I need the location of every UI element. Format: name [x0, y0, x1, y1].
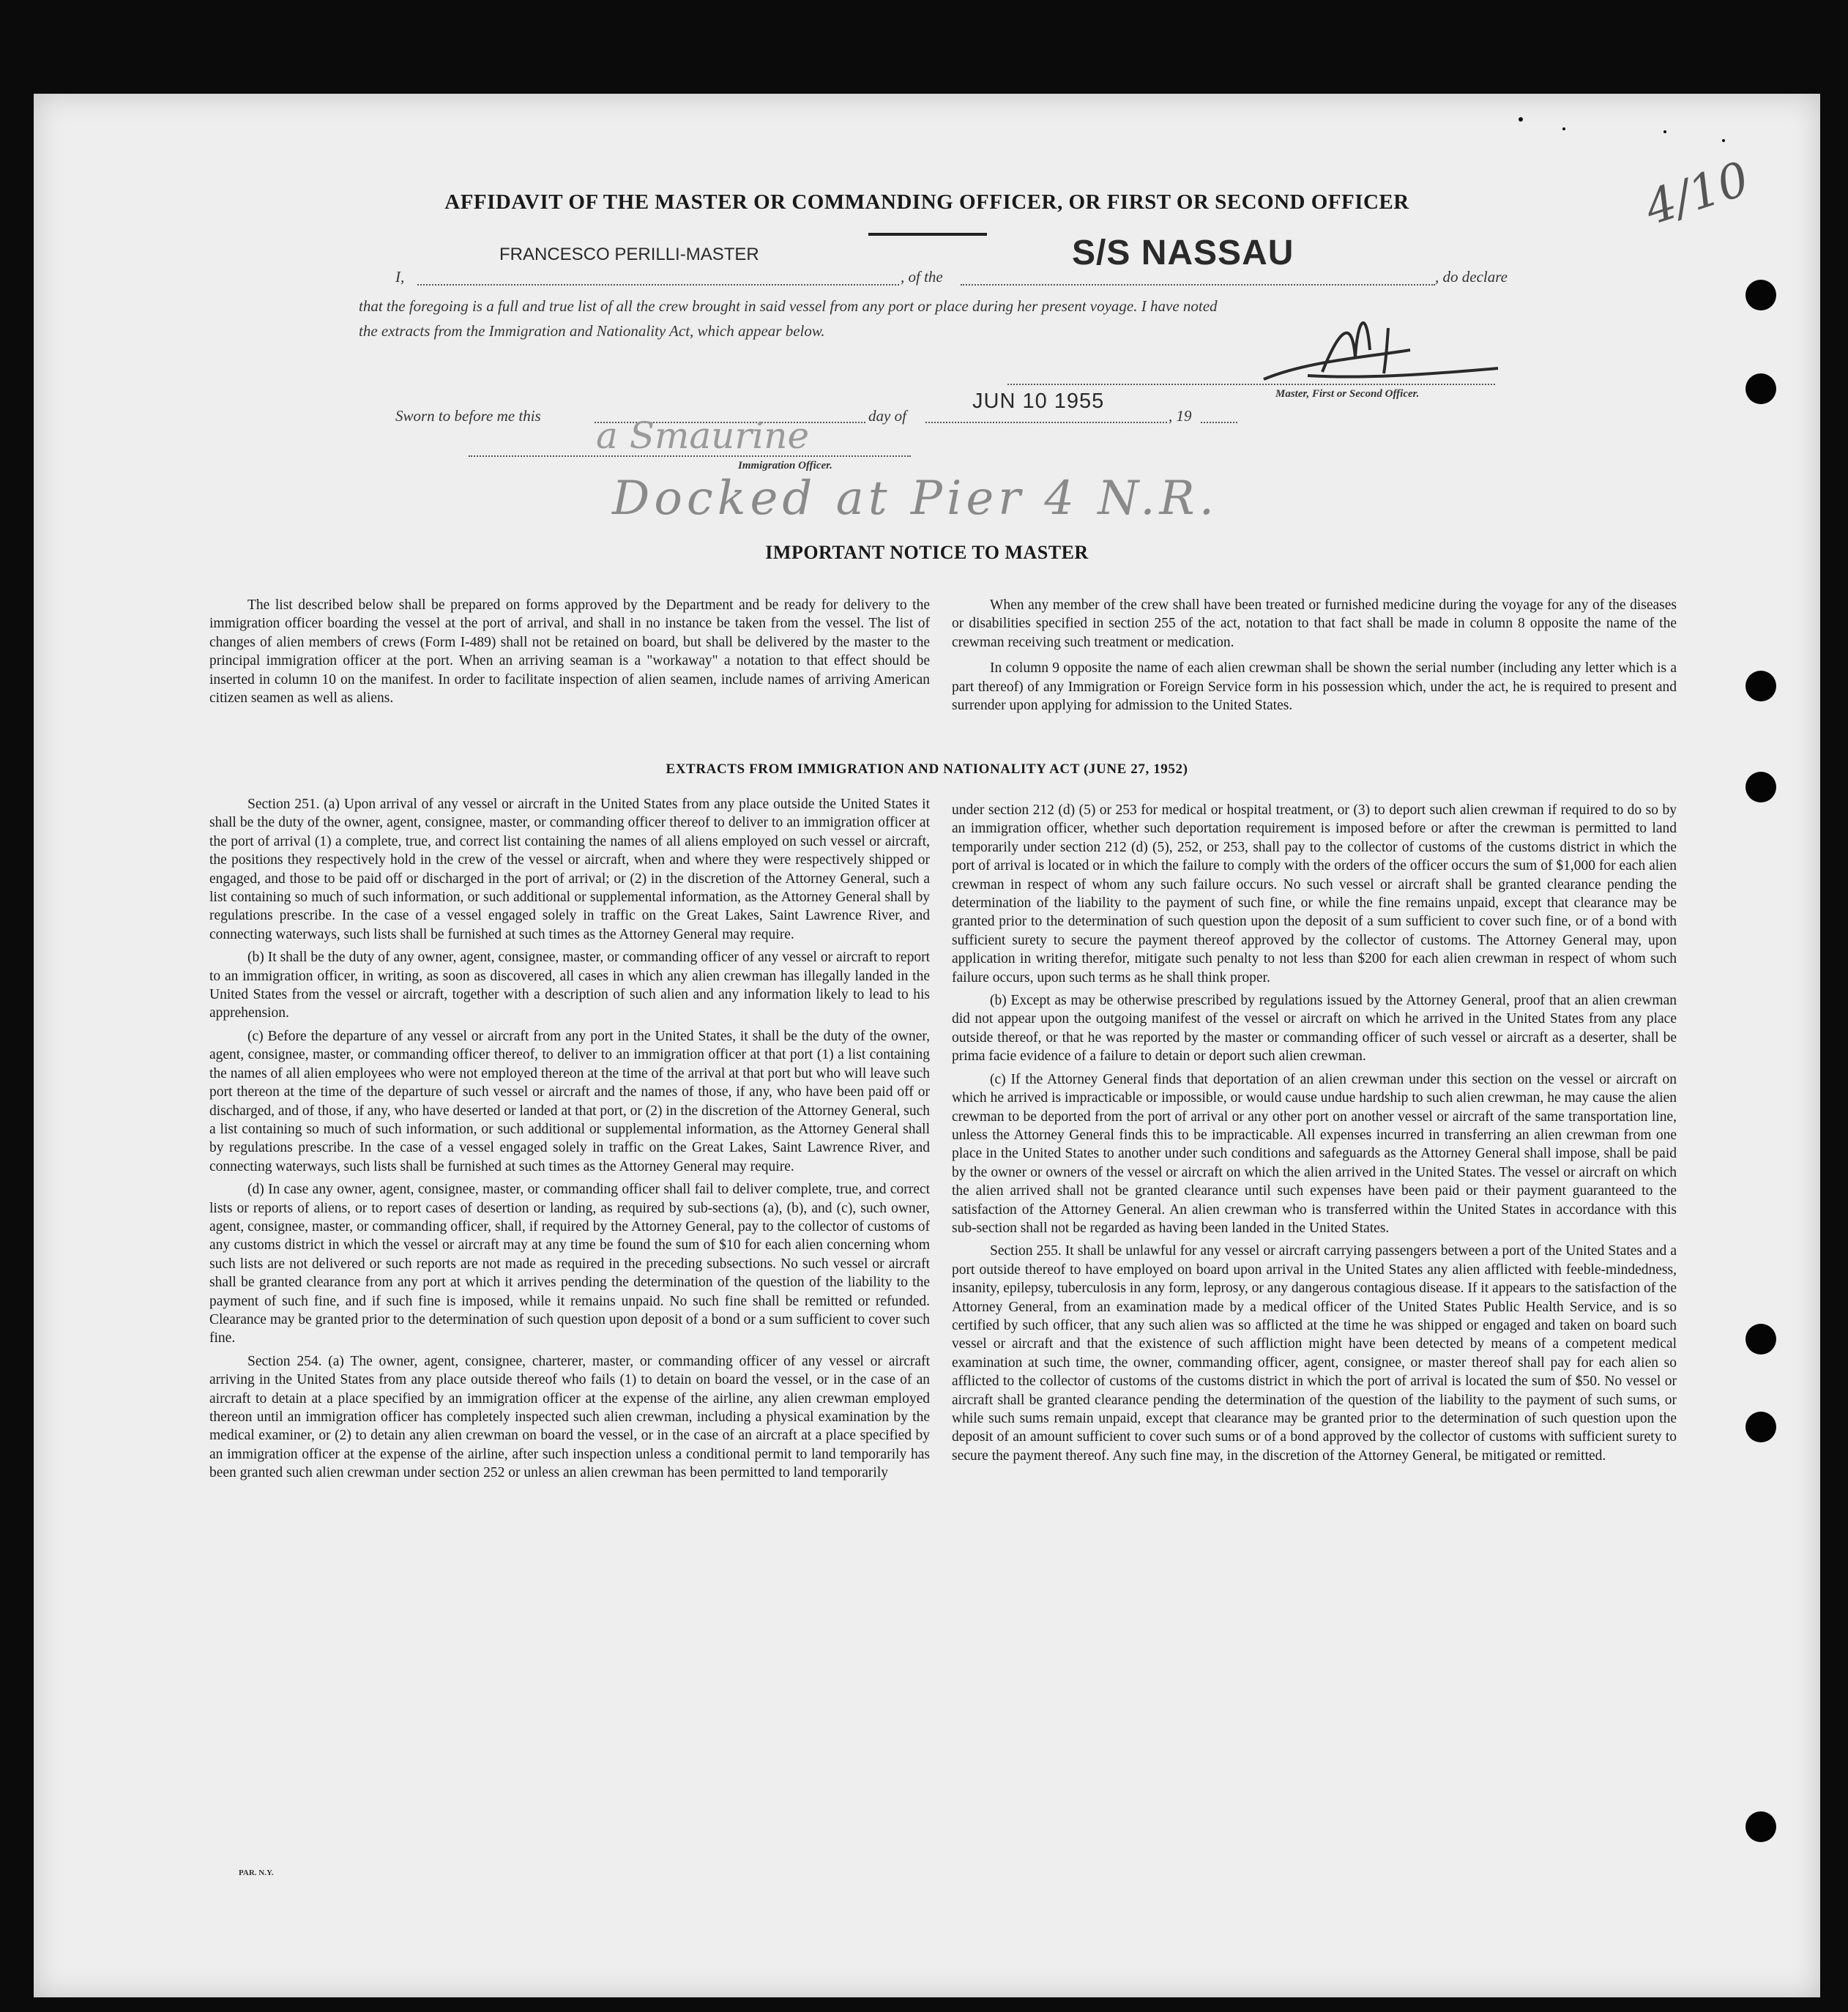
- binder-hole: [1745, 373, 1776, 404]
- notice-heading: IMPORTANT NOTICE TO MASTER: [765, 542, 1089, 563]
- officer-label: Immigration Officer.: [738, 460, 832, 472]
- ink-speck: [1562, 127, 1565, 130]
- officer-signature: a Smaurine: [596, 414, 810, 457]
- name-line: [417, 284, 899, 286]
- section-254-a-continued: under section 212 (d) (5) or 253 for medical or hospital treatment, or (3) to deport such alien crewman if required to do so by an immigration officer, whether such deportation requirement is imposed before or after the crewman is permitted to land temporarily under section 212 (d) (5), 252, or 253, shall pay to the collector of customs of the customs district in which the port of arrival is located or in which the failure to comply with the orders of the officer occurs the sum of $1,000 for each alien crewman in respect of whom any such failure occurs. No such vessel or aircraft shall be granted clearance pending the determination of the liability to the payment of such fine, or while the fine remains unpaid, except that clearance may be granted prior to the determination of such question upon the deposit of a sum sufficient to cover such fine, or of a bond with sufficient surety to secure the payment thereof approved by the collector of customs. The Attorney General may, upon application in writing therefor, mitigate such penalty to not less than $200 for each alien crewman in respect of whom such failure occurs, upon such terms as he shall think proper.: [952, 802, 1677, 985]
- binder-hole: [1745, 1811, 1776, 1842]
- binder-hole: [1745, 1412, 1776, 1442]
- extracts-left-column: [209, 795, 930, 1487]
- title-rule: [868, 233, 987, 236]
- date-stamp: JUN 10 1955: [972, 390, 1105, 413]
- master-name: FRANCESCO PERILLI-MASTER: [499, 245, 759, 264]
- section-251-b: (b) It shall be the duty of any owner, agent, consignee, master, or commanding officer of any vessel or aircraft to report to an immigration officer, in writing, as soon as discovered, all cases in which any alien crewman has illegally landed in the United States from the vessel or aircraft, together with a description of such alien and any information likely to lead to his apprehension.: [209, 950, 930, 1021]
- extracts-right-column: [952, 801, 1677, 1469]
- officer-signature-line: [469, 455, 911, 457]
- do-declare-label: , do declare: [1435, 268, 1508, 286]
- section-254-a: Section 254. (a) The owner, agent, consignee, charterer, master, or commanding officer of any vessel or aircraft arriving in the United States from any place outside thereof who fails (1) to detain on board the vessel, or in the case of an aircraft to detain at a place specified by an immigration officer at the expense of the airline, any alien crewman employed thereon until an immigration officer has completely inspected such alien crewman, including a physical examination by the medical examiner, or (2) to detain any alien crewman on board the vessel, or in the case of an aircraft at a place specified by an immigration officer at the expense of the airline, after such inspection unless a conditional permit to land temporarily has been granted such alien crewman under section 252 or unless an alien crewman has been permitted to land temporarily: [209, 1353, 930, 1481]
- section-251-d: (d) In case any owner, agent, consignee, master, or commanding officer shall fail to deliver complete, true, and correct lists or reports of aliens, or to report cases of desertion or landing, as required by sub-sections (a), (b), and (c), such owner, agent, consignee, master, or commanding officer, shall, if required by the Attorney General, pay to the collector of customs of any customs district in which the vessel or aircraft may at any time be found the sum of $10 for each alien concerning whom such lists are not delivered or such reports are not made as required in the preceding subsections. No such vessel or aircraft shall be granted clearance from any port at which it arrives pending the determination of the question of the liability to the payment of such fine, and if such fine is imposed, while it remains unpaid. No such fine shall be remitted or refunded. Clearance may be granted prior to the determination of such question upon deposit of a bond or a sum sufficient to cover such fine.: [209, 1182, 930, 1346]
- section-254-b: (b) Except as may be otherwise prescribed by regulations issued by the Attorney General, proof that an alien crewman did not appear upon the outgoing manifest of the vessel or aircraft on which he arrived in the United States from any place outside thereof, or that he was reported by the master or commanding officer of such vessel or aircraft as a deserter, shall be prima facie evidence of a failure to detain or deport such alien crewman.: [952, 993, 1677, 1065]
- ink-speck: [1519, 117, 1523, 122]
- ink-speck: [1722, 139, 1725, 142]
- vessel-name: S/S NASSAU: [1072, 234, 1294, 272]
- year-line: [1201, 422, 1237, 423]
- corner-note: 4/10: [1639, 152, 1756, 236]
- handwritten-note: Docked at Pier 4 N.R.: [612, 472, 1219, 526]
- year-prefix: , 19: [1169, 407, 1192, 425]
- print-code: PAR. N.Y.: [239, 1868, 274, 1877]
- declaration-line-3: the extracts from the Immigration and Nationality Act, which appear below.: [359, 322, 825, 340]
- notice-right-paragraph-1: When any member of the crew shall have been treated or furnished medicine during the voyage for any of the diseases or disabilities specified in section 255 of the act, notation to that fact shall be made in column 8 opposite the name of the crewman receiving such treatment or medication.: [952, 597, 1677, 650]
- day-of-label: day of: [868, 407, 906, 425]
- section-251-a: Section 251. (a) Upon arrival of any vessel or aircraft in the United States from any place outside the United States it shall be the duty of the owner, agent, consignee, master, or commanding officer thereof to deliver to an immigration officer at the port of arrival (1) a complete, true, and correct list containing the names of all aliens employed on such vessel or aircraft, the positions they respectively hold in the crew of the vessel or aircraft, when and where they were respectively shipped or engaged, and those to be paid off or discharged in the port of arrival; or (2) in the discretion of the Attorney General, such a list containing so much of such information, or such additional or supplemental information, as the Attorney General shall by regulations prescribe. In the case of a vessel engaged solely in traffic on the Great Lakes, Saint Lawrence River, and connecting waterways, such lists shall be furnished at such times as the Attorney General may require.: [209, 797, 930, 942]
- extracts-heading: EXTRACTS FROM IMMIGRATION AND NATIONALITY ACT (JUNE 27, 1952): [666, 761, 1188, 777]
- notice-left-text: The list described below shall be prepared on forms approved by the Department and be ready for delivery to the immigration officer boarding the vessel at the port of arrival, and shall in no instance be taken from the vessel. The list of changes of alien members of crews (Form I-489) shall not be retained on board, but shall be delivered by the master to the principal immigration officer at the port. When an arriving seaman is a "workaway" a notation to that effect should be inserted in column 10 on the manifest. In order to facilitate inspection of alien seamen, include names of arriving American citizen seamen as well as aliens.: [209, 597, 930, 707]
- notice-left-column: [209, 596, 930, 715]
- vessel-line: [961, 284, 1435, 286]
- affidavit-title: AFFIDAVIT OF THE MASTER OR COMMANDING OFFICER, OR FIRST OR SECOND OFFICER: [444, 190, 1409, 214]
- binder-hole: [1745, 671, 1776, 701]
- binder-hole: [1745, 280, 1776, 310]
- master-signature: [1220, 306, 1527, 387]
- notice-right-column: [952, 596, 1677, 722]
- notice-right-paragraph-2: In column 9 opposite the name of each alien crewman shall be shown the serial number (including any letter which is a part thereof) of any Immigration or Foreign Service form in his possession which, under the act, he is required to present and surrender upon applying for admission to the United States.: [952, 660, 1677, 714]
- binder-hole: [1745, 1324, 1776, 1355]
- sworn-prefix: Sworn to before me this: [395, 407, 541, 425]
- sworn-month-line: [925, 422, 1167, 423]
- declaration-line-2: that the foregoing is a full and true list of all the crew brought in said vessel from any port or place during her present voyage. I have noted: [359, 297, 1218, 315]
- ink-speck: [1663, 130, 1666, 133]
- section-251-c: (c) Before the departure of any vessel or aircraft from any port in the United States, it shall be the duty of the owner, agent, consignee, master, or commanding officer thereof, to deliver to an immigration officer at that port (1) a list containing the names of all alien employees who were not employed thereon at the time of the arrival at that port but who will leave such port thereon at the time of the departure of such vessel or aircraft and the names of those, if any, who have been paid off or discharged, and of those, if any, who have deserted or landed at that port, or (2) in the discretion of the Attorney General, such a list containing so much of such information, or such additional or supplemental information, as the Attorney General shall by regulations prescribe. In the case of a vessel engaged solely in traffic on the Great Lakes, Saint Lawrence River, and connecting waterways, such lists shall be furnished at such times as the Attorney General may require.: [209, 1028, 930, 1174]
- master-signature-line: [1007, 384, 1495, 385]
- master-label: Master, First or Second Officer.: [1275, 388, 1420, 400]
- section-254-c: (c) If the Attorney General finds that deportation of an alien crewman under this section on the vessel or aircraft on which he arrived is impracticable or impossible, or would cause undue hardship to such alien crewman, he may cause the alien crewman to be deported from the port of arrival or any other port on another vessel or aircraft of the same transportation line, unless the Attorney General finds this to be impracticable. All expenses incurred in transferring an alien crewman from one place in the United States to another under such conditions and safeguards as the Attorney General shall impose, shall be paid by the owner or owners of the vessel or aircraft on which the alien arrived in the United States. The vessel or aircraft on which the alien arrived shall not be granted clearance until such expenses have been paid or their payment guaranteed to the satisfaction of the Attorney General. An alien crewman who is transferred within the United States in accordance with this sub-section shall not be regarded as having been landed in the United States.: [952, 1071, 1677, 1236]
- section-255: Section 255. It shall be unlawful for any vessel or aircraft carrying passengers between a port of the United States and a port outside thereof to have employed on board upon arrival in the United States any alien afflicted with feeble-mindedness, insanity, epilepsy, tuberculosis in any form, leprosy, or any dangerous contagious disease. If it appears to the satisfaction of the Attorney General, from an examination made by a medical officer of the United States Public Health Service, and is so certified by such officer, that any such alien was so afflicted at the time he was shipped or engaged and taken on board such vessel or aircraft and that the existence of such affliction might have been detected by means of a competent medical examination at such time, the owner, commanding officer, agent, consignee, or master thereof shall pay for each alien so afflicted to the collector of customs of the customs district in which the port of arrival is located the sum of $50. No vessel or aircraft shall be granted clearance pending the determination of the question of the liability to the payment of such sums, or while such sums remain unpaid, except that clearance may be granted prior to the determination of such question upon the deposit of an amount sufficient to cover such sums or of a bond approved by the collector of customs with sufficient surety to secure the payment thereof. Any such fine may, in the discretion of the Attorney General, be mitigated or remitted.: [952, 1243, 1677, 1464]
- of-the-label: , of the: [901, 268, 943, 286]
- declaration-prefix: I,: [395, 268, 405, 286]
- document-page: [34, 94, 1820, 1997]
